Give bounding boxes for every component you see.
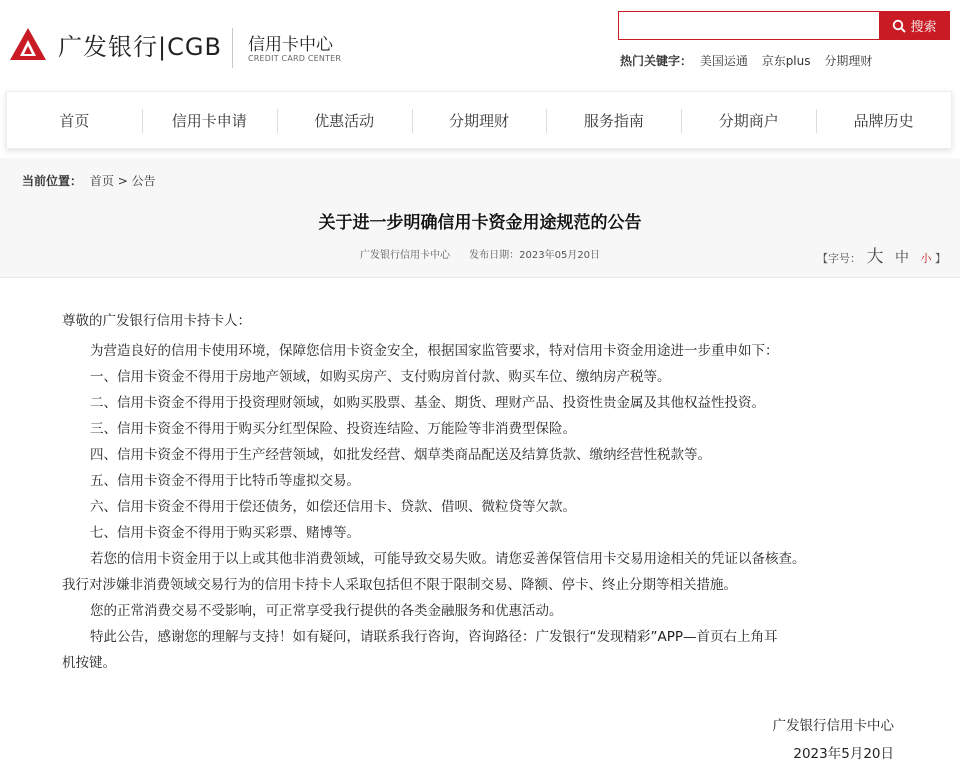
nav-item-card-apply[interactable]: 信用卡申请 [142, 92, 277, 148]
nav-item-installments[interactable]: 分期理财 [412, 92, 547, 148]
logo-text: 广发银行|CGB [58, 32, 222, 61]
article-paragraph: 四、信用卡资金不得用于生产经营领域，如批发经营、烟草类商品配送及结算货款、缴纳经营性税款等。 [90, 447, 711, 463]
hot-keyword-link[interactable]: 京东plus [761, 54, 811, 68]
nav-item-promotions[interactable]: 优惠活动 [277, 92, 412, 148]
font-size-label: 【字号： [817, 252, 861, 265]
hot-keyword-link[interactable]: 分期理财 [824, 54, 873, 68]
hot-keywords-label: 热门关键字： [620, 54, 693, 68]
nav-item-brand-history[interactable]: 品牌历史 [816, 92, 951, 148]
article-paragraph: 二、信用卡资金不得用于投资理财领域，如购买股票、基金、期货、理财产品、投资性贵金属及其他权益性投资。 [90, 395, 765, 411]
nav-item-merchants[interactable]: 分期商户 [681, 92, 816, 148]
signature-org: 广发银行信用卡中心 [772, 718, 894, 734]
cgb-logo-icon [8, 26, 48, 62]
search-input[interactable] [618, 11, 880, 40]
article-body [62, 308, 912, 676]
article-paragraph: 七、信用卡资金不得用于购买彩票、赌博等。 [90, 525, 360, 541]
article-source: 广发银行信用卡中心 [359, 250, 450, 261]
breadcrumb-current: 公告 [131, 174, 156, 188]
breadcrumb-separator: > [117, 174, 128, 188]
nav-item-service-guide[interactable]: 服务指南 [546, 92, 681, 148]
search-icon [892, 19, 906, 33]
breadcrumb [22, 172, 156, 189]
center-title: 信用卡中心 [248, 35, 333, 55]
search-button[interactable] [879, 11, 950, 40]
signature-date: 2023年5月20日 [793, 746, 894, 762]
font-size-medium-button[interactable]: 中 [895, 250, 909, 266]
hot-keyword-link[interactable]: 美国运通 [699, 54, 748, 68]
article-paragraph: 一、信用卡资金不得用于房地产领域，如购买房产、支付购房首付款、购买车位、缴纳房产税等。 [90, 369, 671, 385]
font-size-small-button[interactable]: 小 [920, 252, 932, 265]
site-header [0, 0, 960, 88]
article-paragraph: 机按键。 [62, 655, 116, 671]
breadcrumb-label: 当前位置： [22, 174, 83, 188]
article-paragraph: 若您的信用卡资金用于以上或其他非消费领域，可能导致交易失败。请您妥善保管信用卡交易用途相关的凭证以备核查。 [90, 551, 806, 567]
article-date: 发布日期：2023年05月20日 [469, 250, 601, 261]
font-size-close: 】 [935, 252, 946, 265]
main-nav [6, 91, 952, 149]
article-paragraph: 六、信用卡资金不得用于偿还债务，如偿还信用卡、贷款、借呗、微粒贷等欠款。 [90, 499, 576, 515]
article-title: 关于进一步明确信用卡资金用途规范的公告 [318, 213, 642, 233]
article-paragraph: 我行对涉嫌非消费领域交易行为的信用卡持卡人采取包括但不限于限制交易、降额、停卡、终止分期等相关措施。 [62, 577, 737, 593]
article-header [0, 158, 960, 278]
article-paragraph: 特此公告，感谢您的理解与支持！如有疑问，请联系我行咨询，咨询路径：广发银行“发现精彩”APP—首页右上角耳 [90, 629, 778, 645]
hot-keywords [620, 52, 882, 69]
article-greeting: 尊敬的广发银行信用卡持卡人： [62, 313, 251, 329]
header-divider [232, 28, 233, 68]
center-subtitle: CREDIT CARD CENTER [248, 54, 342, 63]
article-signature [773, 712, 895, 768]
bank-logo[interactable] [8, 26, 222, 62]
article-paragraph: 五、信用卡资金不得用于比特币等虚拟交易。 [90, 473, 360, 489]
article-paragraph: 为营造良好的信用卡使用环境，保障您信用卡资金安全，根据国家监管要求，特对信用卡资金用途进一步重申如下： [90, 343, 779, 359]
breadcrumb-home-link[interactable]: 首页 [89, 174, 114, 188]
article-paragraph: 三、信用卡资金不得用于购买分红型保险、投资连结险、万能险等非消费型保险。 [90, 421, 576, 437]
font-size-control [817, 242, 946, 267]
font-size-large-button[interactable]: 大 [866, 247, 884, 267]
nav-item-home[interactable]: 首页 [59, 111, 90, 130]
search-button-label: 搜索 [910, 19, 937, 34]
article-paragraph: 您的正常消费交易不受影响，可正常享受我行提供的各类金融服务和优惠活动。 [90, 603, 563, 619]
article-meta [0, 246, 960, 261]
